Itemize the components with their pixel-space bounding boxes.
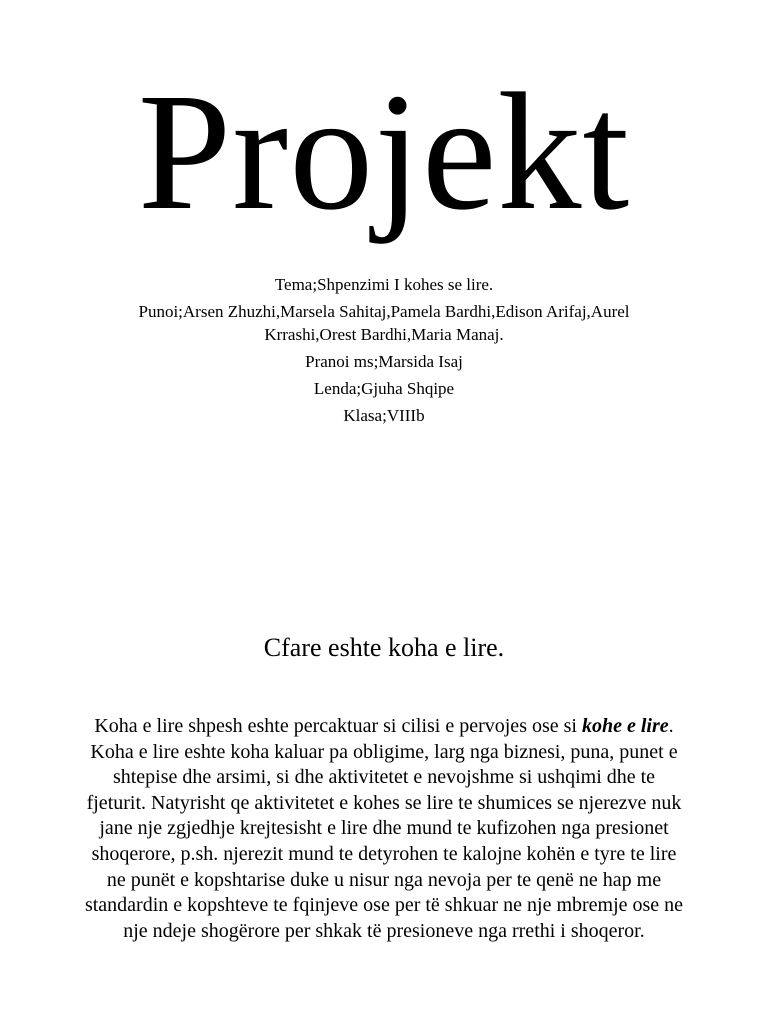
section-heading: Cfare eshte koha e lire.: [263, 633, 505, 662]
subject-line: Lenda;Gjuha Shqipe: [313, 379, 455, 398]
authors-line: Punoi;Arsen Zhuzhi,Marsela Sahitaj,Pamela Bardhi,Edison Arifaj,Aurel Krrashi,Orest Bardhi,Maria Manaj.: [138, 302, 630, 344]
paragraph-start: Koha e lire shpesh eshte percaktuar si cilisi e pervojes ose si: [94, 715, 582, 737]
paragraph-rest: . Koha e lire eshte koha kaluar pa obligime, larg nga biznesi, puna, punet e shtepise dhe arsimi, si dhe aktivitetet e nevojshme si ushqimi dhe te fjeturit. Natyrisht qe aktivitetet e kohes se lire te shumices se njerezve nuk jane nje zgjedhje krejtesisht e lire dhe mund te kufizohen nga presionet shoqerore, p.sh. njerezit mund te detyrohen te kalojne kohën e tyre te lire ne punët e kopshtarise duke u nisur nga nevoja per te qenë ne hap me standardin e kopshteve te fqinjeve ose per të shkuar ne nje mbremje ose ne nje ndeje shogërore per shkak të presioneve nga rrethi i shoqeror.: [84, 715, 684, 942]
topic-line: Tema;Shpenzimi I kohes se lire.: [274, 275, 494, 294]
project-info-block: [134, 273, 634, 431]
page-title: Projekt: [137, 59, 631, 245]
paragraph-emphasis: kohe e lire: [581, 715, 669, 737]
body-paragraph: [82, 714, 686, 944]
class-line: Klasa;VIIIb: [343, 406, 425, 425]
accepted-by-line: Pranoi ms;Marsida Isaj: [305, 352, 463, 371]
